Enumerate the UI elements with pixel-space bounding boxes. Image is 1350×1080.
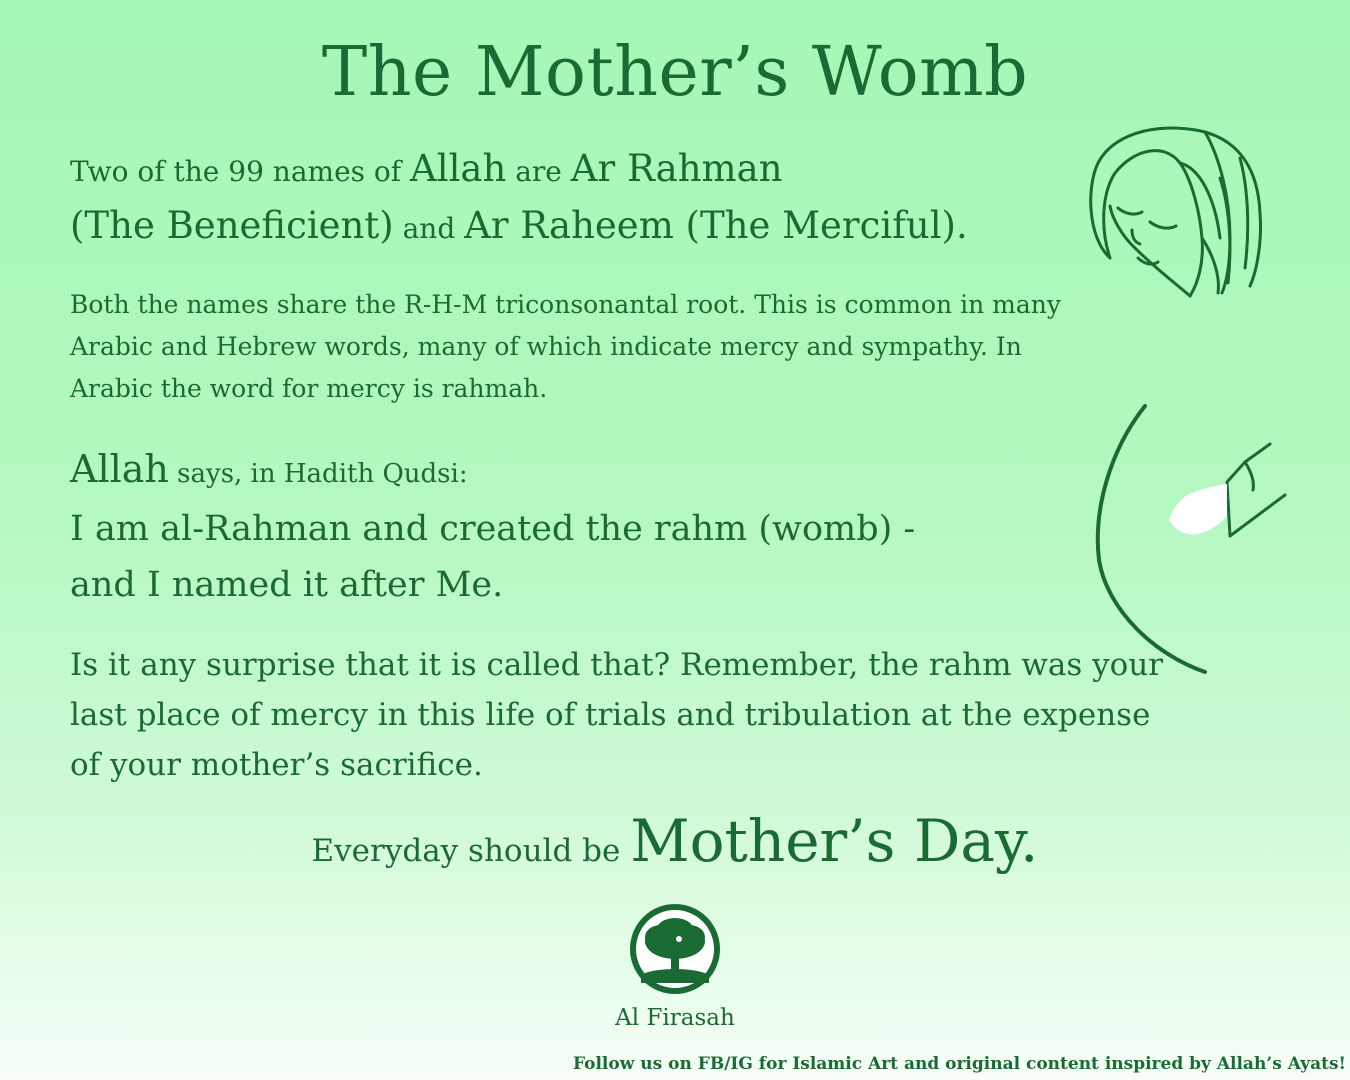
ar-rahman-name: Ar Rahman (570, 147, 783, 190)
hadith-quote-line-2: and I named it after Me. (70, 565, 504, 605)
brand-name: Al Firasah (615, 1005, 735, 1031)
closing-prefix: Everyday should be (311, 833, 631, 869)
hadith-block (70, 442, 1070, 613)
allah-word: Allah (410, 147, 507, 190)
mother-head-illustration (1080, 118, 1275, 308)
closing-line (0, 800, 1350, 892)
ar-raheem-name: Ar Raheem (The Merciful) (464, 204, 956, 247)
closing-emphasis: Mother’s Day. (630, 807, 1039, 875)
hadith-quote-line-1: I am al-Rahman and created the rahm (womb) - (70, 509, 916, 549)
page-title: The Mother’s Womb (321, 33, 1029, 112)
hadith-allah-word: Allah (70, 447, 169, 491)
names-text-1: Two of the 99 names of (70, 155, 411, 188)
hadith-intro: says, in Hadith Qudsi: (168, 459, 468, 489)
beneficient-meaning: (The Beneficient) (70, 204, 394, 247)
surprise-paragraph: Is it any surprise that it is called that? Remember, the rahm was your last place of mercy in this life of trials and tribulation at the expense of your mother’s sacrifice. (70, 647, 1164, 783)
mother-body-illustration (1085, 400, 1295, 680)
names-period: . (955, 204, 968, 247)
mother-hand (1169, 484, 1227, 534)
names-paragraph (70, 142, 1070, 256)
names-text-2: are (506, 155, 571, 188)
tree-logo-icon (629, 903, 721, 995)
follow-text: Follow us on FB/IG for Islamic Art and original content inspired by Allah’s Ayats! (573, 1054, 1346, 1074)
root-paragraph: Both the names share the R-H-M triconsonantal root. This is common in many Arabic and Hebrew words, many of which indicate mercy and sympathy. In Arabic the word for mercy is rahmah. (70, 290, 1061, 403)
hadith-intro-line (70, 442, 1070, 501)
names-and: and (393, 212, 465, 245)
